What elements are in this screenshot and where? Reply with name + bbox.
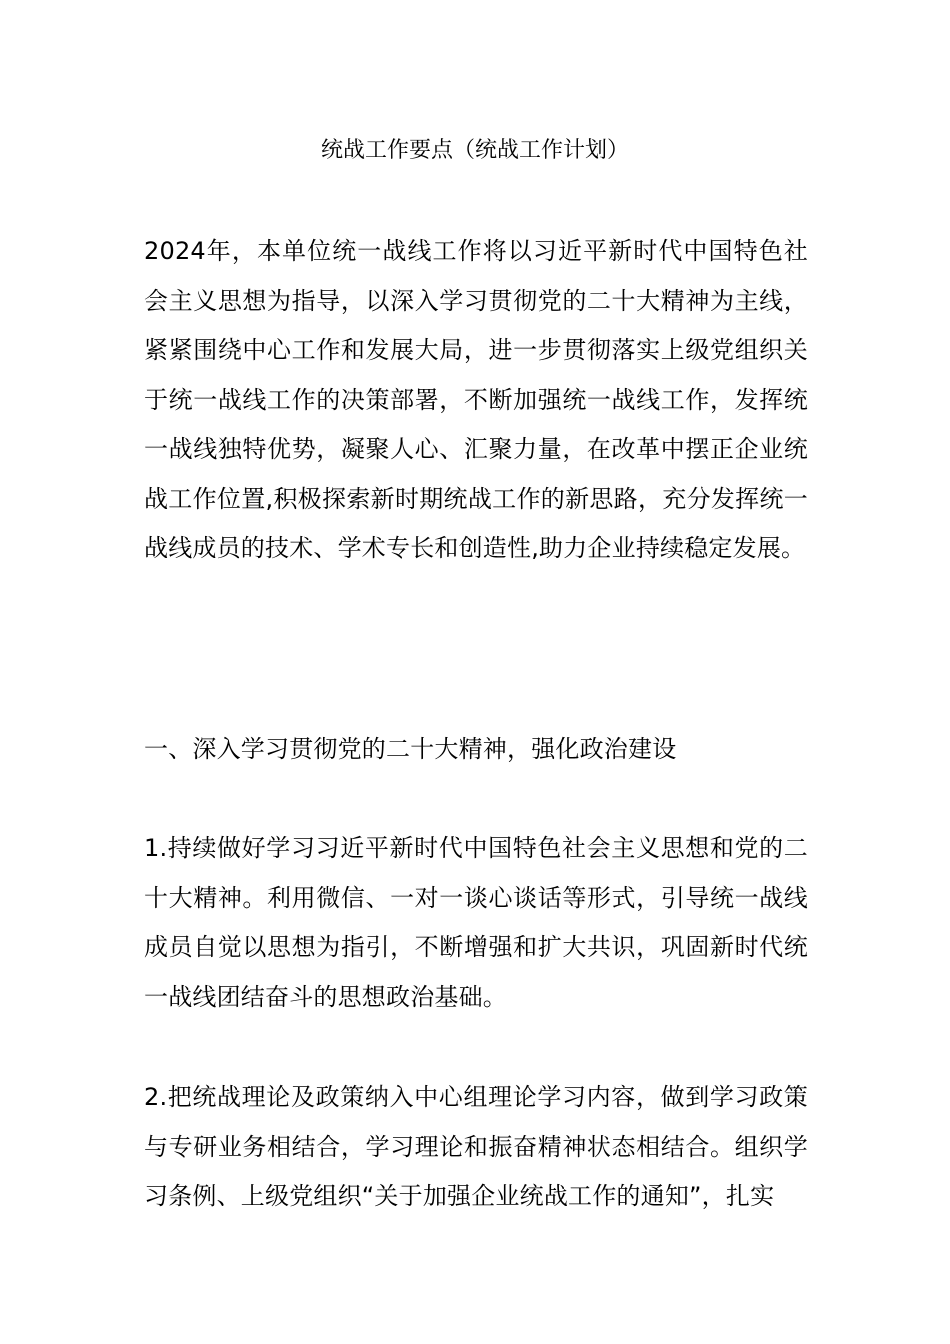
list-item-2: 2.把统战理论及政策纳入中心组理论学习内容，做到学习政策与专研业务相结合，学习理论和振奋精神状态相结合。组织学习条例、上级党组织“关于加强企业统战工作的通知”，扎实 [144,1083,808,1210]
intro-paragraph: 2024年，本单位统一战线工作将以习近平新时代中国特色社会主义思想为指导，以深入学习贯彻党的二十大精神为主线，紧紧围绕中心工作和发展大局，进一步贯彻落实上级党组织关于统一战线工作的决策部署，不断加强统一战线工作，发挥统一战线独特优势，凝聚人心、汇聚力量，在改革中摆正企业统战工作位置,积极探索新时期统战工作的新思路，充分发挥统一战线成员的技术、学术专长和创造性,助力企业持续稳定发展。 [144,237,808,562]
section-heading: 一、深入学习贯彻党的二十大精神，强化政治建设 [144,735,677,763]
list-item-1: 1.持续做好学习习近平新时代中国特色社会主义思想和党的二十大精神。利用微信、一对一谈心谈话等形式，引导统一战线成员自觉以思想为指引，不断增强和扩大共识，巩固新时代统一战线团结奋斗的思想政治基础。 [144,834,808,1011]
document-title: 统战工作要点（统战工作计划） [320,138,629,163]
